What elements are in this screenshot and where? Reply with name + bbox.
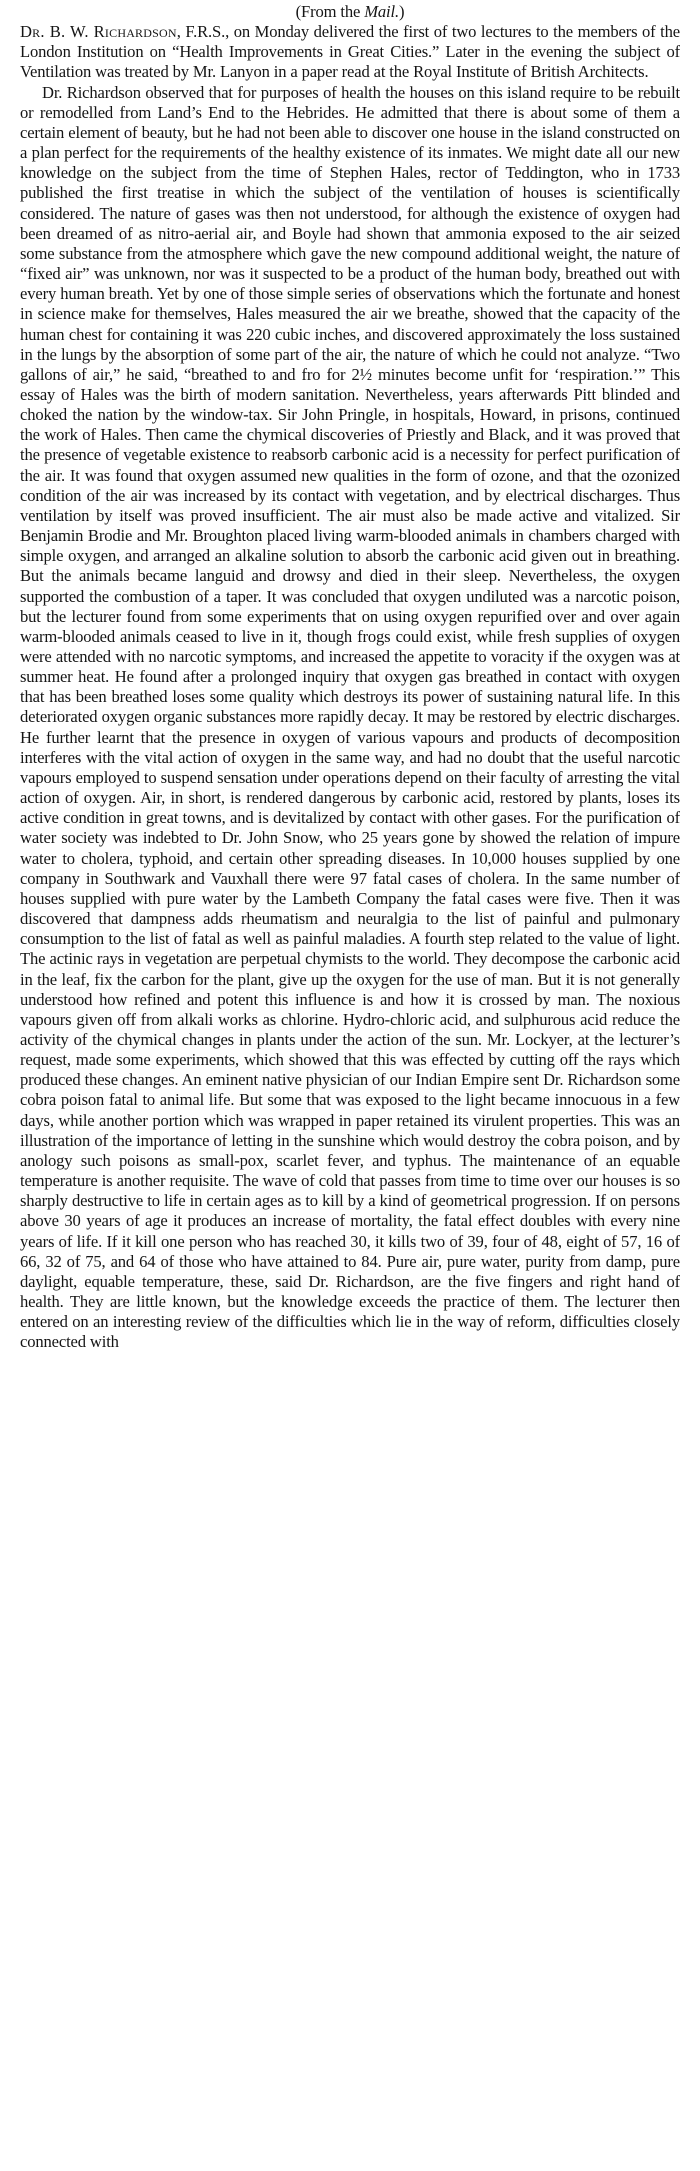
source-line — [20, 2, 680, 22]
paragraph-1-text: , F.R.S., on Monday delivered the first of two lectures to the members of the London Institution on “Health Improvements in Great Cities.” Later in the evening the subject of Ventilation was treated by Mr. Lanyon in a paper read at the Royal Institute of British Architects. — [20, 22, 680, 82]
article-column — [20, 2, 680, 2168]
article-paragraph-1 — [20, 22, 680, 82]
source-suffix: ) — [398, 2, 405, 21]
lead-name: Dr. B. W. Richardson — [20, 22, 177, 42]
article-paragraph-2: Dr. Richardson observed that for purposes of health the houses on this island require to be rebuilt or remodelled from Land’s End to the Hebrides. He admitted that there is about some of them a certain element of beauty, but he had not been able to discover one house in the island constructed on a plan perfect for the requirements of the healthy existence of its inmates. We might date all our new knowledge on the subject from the time of Stephen Hales, rector of Teddington, who in 1733 published the first treatise in which the subject of the ventilation of houses is scientifically considered. The nature of gases was then not understood, for although the existence of oxygen had been dreamed of as nitro-aerial air, and Boyle had shown that ammonia exposed to the air seized some substance from the atmosphere which gave the new compound additional weight, the nature of “fixed air” was unknown, nor was it suspected to be a product of the human body, breathed out with every human breath. Yet by one of those simple series of observations which the fortunate and honest in science make for themselves, Hales measured the air we breathe, showed that the capacity of the human chest for containing it was 220 cubic inches, and discovered approximately the loss sustained in the lungs by the absorption of some part of the air, the nature of which he could not analyze. “Two gallons of air,” he said, “breathed to and fro for 2½ minutes become unfit for ‘respiration.’” This essay of Hales was the birth of modern sanitation. Nevertheless, years afterwards Pitt blinded and choked the nation by the window-tax. Sir John Pringle, in hospitals, Howard, in prisons, continued the work of Hales. Then came the chymical discoveries of Priestly and Black, and it was proved that the presence of vegetable existence to reabsorb carbonic acid is a necessity for perfect purification of the air. It was found that oxygen assumed new qualities in the form of ozone, and that the ozonized condition of the air was increased by its contact with vegetation, and by electrical discharges. Thus ventilation by itself was proved insufficient. The air must also be made active and vitalized. Sir Benjamin Brodie and Mr. Broughton placed living warm-blooded animals in chambers charged with simple oxygen, and arranged an alkaline solution to absorb the carbonic acid given out in breathing. But the animals became languid and drowsy and died in their sleep. Nevertheless, the oxygen supported the combustion of a taper. It was concluded that oxygen undiluted was a narcotic poison, but the lecturer found from some experiments that on using oxygen repurified over and over again warm-blooded animals ceased to live in it, though frogs could exist, while fresh supplies of oxygen were attended with no narcotic symptoms, and increased the appetite to voracity if the oxygen was at summer heat. He found after a prolonged inquiry that oxygen gas breathed in contact with oxygen that has been breathed loses some quality which destroys its power of sustaining natural life. In this deteriorated oxygen organic substances more rapidly decay. It may be restored by electric discharges. He further learnt that the presence in oxygen of various vapours and products of decomposition interferes with the vital action of oxygen in the same way, and had no doubt that the useful narcotic vapours employed to suspend sensation under operations depend on their faculty of arresting the vital action of oxygen. Air, in short, is rendered dangerous by carbonic acid, restored by plants, loses its active condition in great towns, and is devitalized by contact with other gases. For the purification of water society was indebted to Dr. John Snow, who 25 years gone by showed the relation of impure water to cholera, typhoid, and certain other spreading diseases. In 10,000 houses supplied by one company in Southwark and Vauxhall there were 97 fatal cases of cholera. In the same number of houses supplied with pure water by the Lambeth Company the fatal cases were five. Then it was discovered that dampness adds rheumatism and neuralgia to the list of painful and pulmonary consumption to the list of fatal as well as painful maladies. A fourth step related to the value of light. The actinic rays in vegetation are perpetual chymists to the world. They decompose the carbonic acid in the leaf, fix the carbon for the plant, give up the oxygen for the use of man. But it is not generally understood how refined and potent this influence is and how it is crossed by man. The noxious vapours given off from alkali works as chlorine. Hydro-chloric acid, and sulphurous acid reduce the activity of the chymical changes in plants under the action of the sun. Mr. Lockyer, at the lecturer’s request, made some experiments, which showed that this was effected by cutting off the rays which produced these changes. An eminent native physician of our Indian Empire sent Dr. Richardson some cobra poison fatal to animal life. But some that was exposed to the light became innocuous in a few days, while another portion which was wrapped in paper retained its virulent properties. This was an illustration of the importance of letting in the sunshine which would destroy the cobra poison, and by anology such poisons as small-pox, scarlet fever, and typhus. The maintenance of an equable temperature is another requisite. The wave of cold that passes from time to time over our houses is so sharply destructive to life in certain ages as to kill by a kind of geometrical progression. If on persons above 30 years of age it produces an increase of mortality, the fatal effect doubles with every nine years of life. If it kill one person who has reached 30, it kills two of 39, four of 48, eight of 57, 16 of 66, 32 of 75, and 64 of those who have attained to 84. Pure air, pure water, purity from damp, pure daylight, equable temperature, these, said Dr. Richardson, are the five fingers and right hand of health. They are little known, but the knowledge exceeds the practice of them. The lecturer then entered on an interesting review of the difficulties which lie in the way of reform, difficulties closely connected with — [20, 82, 680, 1352]
source-prefix: (From the — [295, 2, 365, 21]
source-name: Mail. — [364, 2, 399, 21]
